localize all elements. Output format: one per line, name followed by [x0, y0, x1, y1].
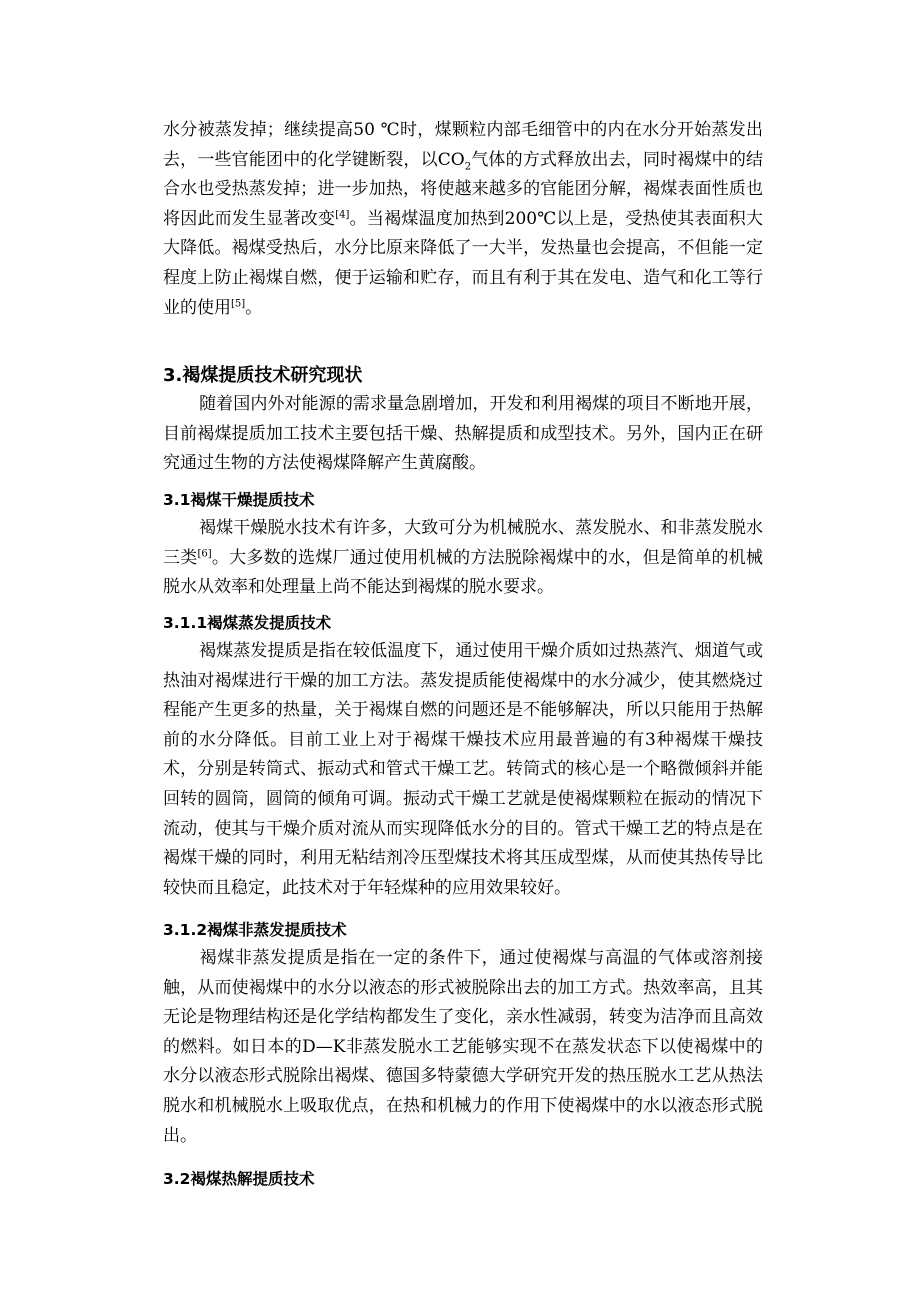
- section-3-heading: 3.褐煤提质技术研究现状: [163, 365, 363, 386]
- citation-5: [5]: [231, 297, 246, 309]
- section-3-1-2-heading: 3.1.2褐煤非蒸发提质技术: [163, 921, 347, 939]
- section-3-1-2-paragraph: 褐煤非蒸发提质是指在一定的条件下，通过使褐煤与高温的气体或溶剂接触，从而使褐煤中的水分以液态的形式被脱除出去的加工方式。热效率高，且其无论是物理结构还是化学结构都发生了变化，亲水性减弱，转变为洁净而且高效的燃料。如日本的D—K非蒸发脱水工艺能够实现不在蒸发状态下以使褐煤中的水分以液态形式脱除出褐煤、德国多特蒙德大学研究开发的热压脱水工艺从热法脱水和机械脱水上吸取优点，在热和机械力的作用下使褐煤中的水以液态形式脱出。: [163, 948, 763, 1146]
- section-3-1-heading: 3.1褐煤干燥提质技术: [163, 491, 315, 509]
- section-3-1-1-paragraph: 褐煤蒸发提质是指在较低温度下，通过使用干燥介质如过热蒸汽、烟道气或热油对褐煤进行干燥的加工方法。蒸发提质能使褐煤中的水分减少，使其燃烧过程能产生更多的热量，关于褐煤自燃的问题还是不能够解决，所以只能用于热解前的水分降低。目前工业上对于褐煤干燥技术应用最普遍的有3种褐煤干燥技术，分别是转筒式、振动式和管式干燥工艺。转筒式的核心是一个略微倾斜并能回转的圆筒，圆筒的倾角可调。振动式干燥工艺就是使褐煤颗粒在振动的情况下流动，使其与干燥介质对流从而实现降低水分的目的。管式干燥工艺的特点是在褐煤干燥的同时，利用无粘结剂冷压型煤技术将其压成型煤，从而使其热传导比较快而且稳定，此技术对于年轻煤种的应用效果较好。: [163, 641, 763, 898]
- citation-4: [4]: [335, 209, 350, 221]
- section-3-1-paragraph: 褐煤干燥脱水技术有许多，大致可分为机械脱水、蒸发脱水、和非蒸发脱水三类[6]。大多数的选煤厂通过使用机械的方法脱除褐煤中的水，但是简单的机械脱水从效率和处理量上尚不能达到褐煤的脱水要求。: [163, 518, 764, 598]
- section-3-1-1-heading: 3.1.1褐煤蒸发提质技术: [163, 614, 332, 632]
- citation-6: [6]: [197, 547, 212, 559]
- intro-paragraph: 水分被蒸发掉；继续提高50 ℃时，煤颗粒内部毛细管中的内在水分开始蒸发出去，一些官能团中的化学键断裂，以$CO_2$气体的方式释放出去，同时褐煤中的结合水也受热蒸发掉；进一步加热，将使越来越多的官能团分解，褐煤表面性质也将因此而发生显著改变[4]。当褐煤温度加热到200℃以上是，受热使其表面积大大降低。褐煤受热后，水分比原来降低了一大半，发热量也会提高，不但能一定程度上防止褐煤自燃，便于运输和贮存，而且有利于其在发电、造气和化工等行业的使用[5]。: [163, 120, 763, 318]
- section-3-paragraph: 随着国内外对能源的需求量急剧增加，开发和利用褐煤的项目不断地开展，目前褐煤提质加工技术主要包括干燥、热解提质和成型技术。另外，国内正在研究通过生物的方法使褐煤降解产生黄腐酸。: [163, 394, 763, 474]
- section-3-2-heading: 3.2褐煤热解提质技术: [163, 1170, 315, 1188]
